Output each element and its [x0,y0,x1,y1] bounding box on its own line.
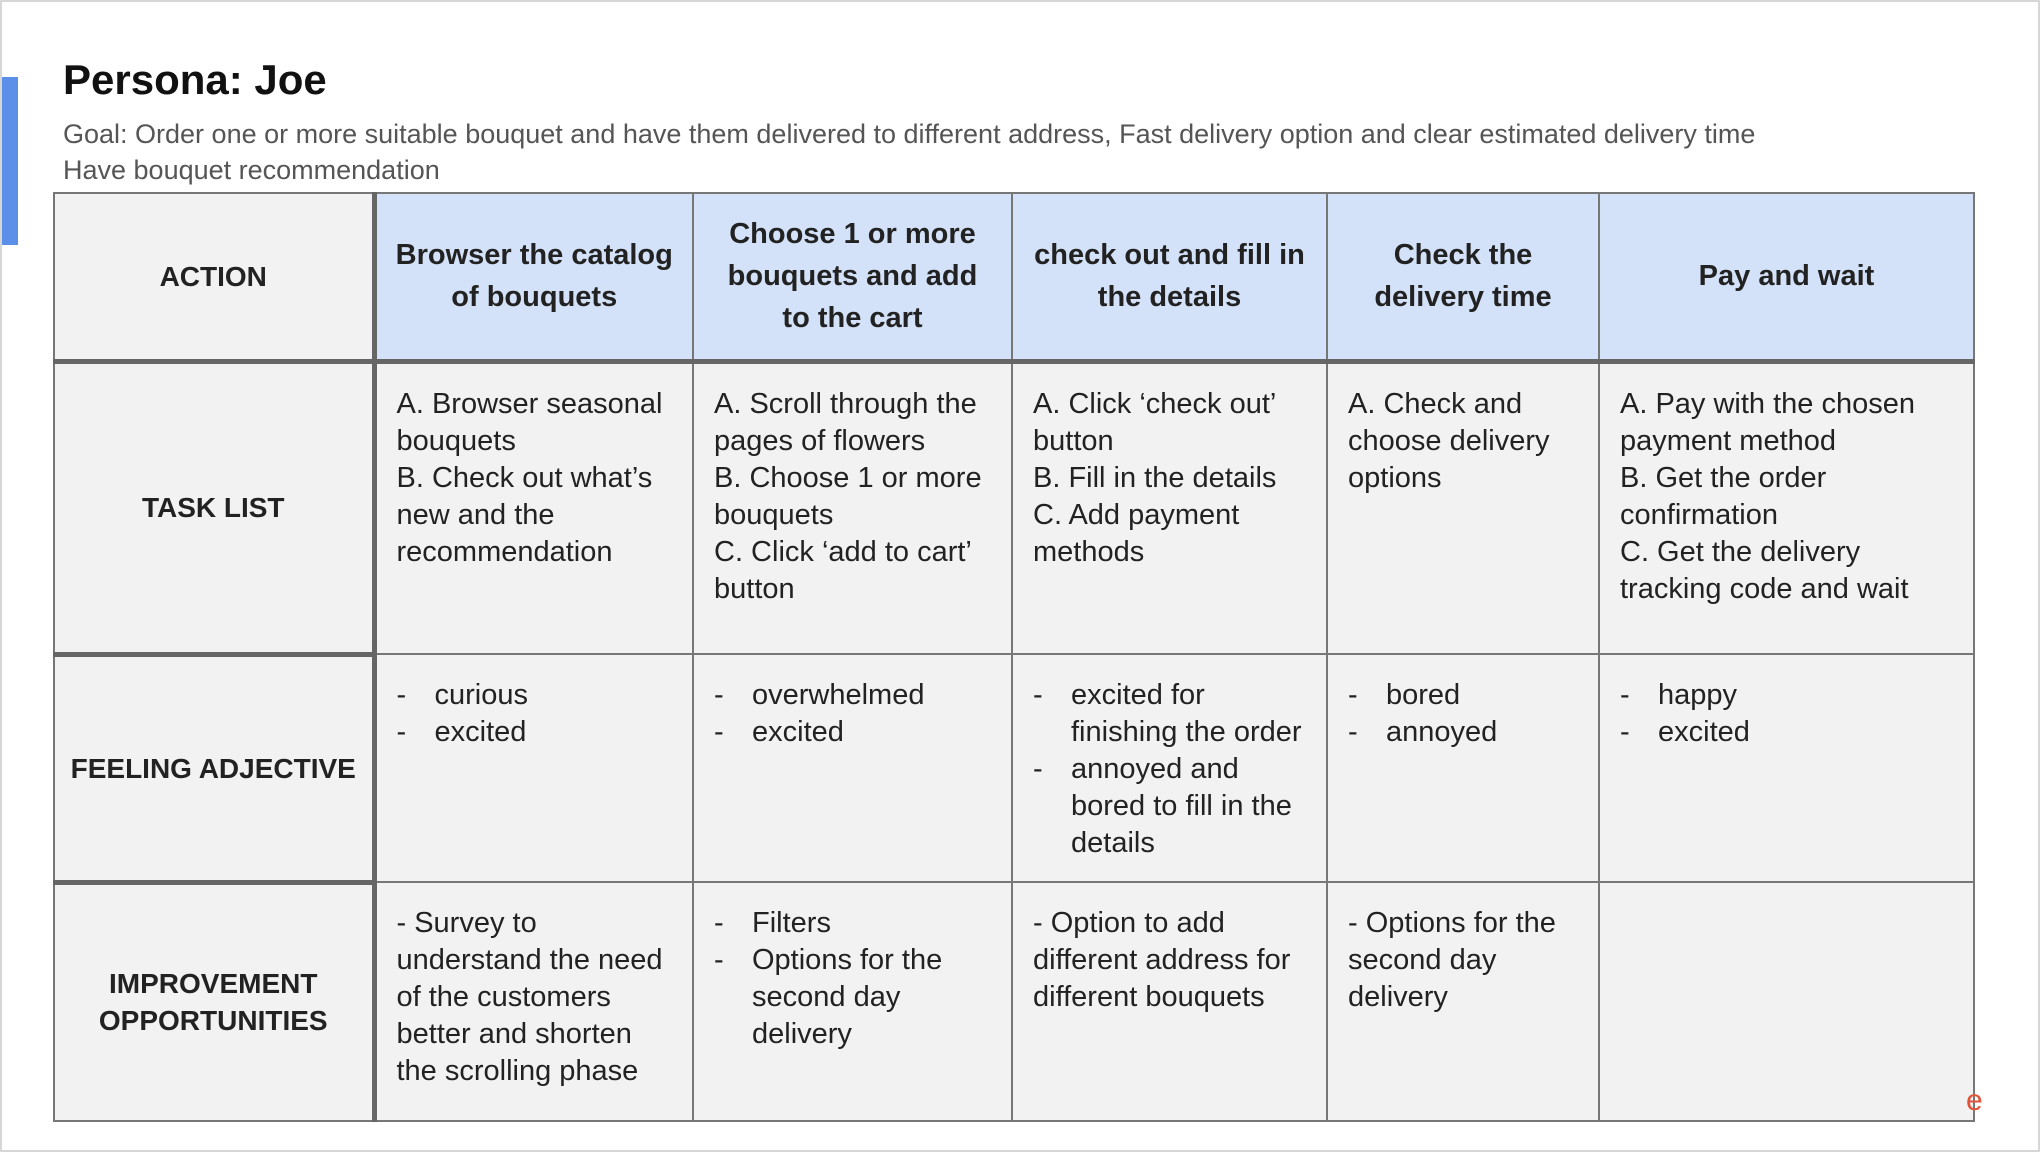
task-item: B. Fill in the details [1033,461,1277,494]
task-item: C. Click ‘add to cart’ button [714,535,971,605]
row-label-feeling: FEELING ADJECTIVE [54,654,374,882]
feeling-item: - bored [1348,677,1580,714]
feeling-list [1348,677,1580,751]
feeling-cell-1 [374,654,693,882]
feeling-list [714,677,993,751]
improvement-cell-3: - Option to add different address for different bouquets [1012,882,1327,1121]
task-item: B. Get the order confirmation [1620,461,1827,531]
goal-line-1: Goal: Order one or more suitable bouquet and have them delivered to different address, Fast delivery option and clear estimated delivery time [63,119,1756,149]
improvement-cell-1: - Survey to understand the need of the customers better and shorten the scrolling phase [374,882,693,1121]
improvement-cell-5 [1599,882,1974,1121]
task-item: B. Check out what’s new and the recommendation [396,461,653,568]
row-label-improvement [54,882,374,1121]
row-label-improvement-line-1: IMPROVEMENT [109,968,318,1000]
improvement-row [54,882,1974,1121]
improvement-list [714,905,993,1053]
feeling-cell-4 [1327,654,1599,882]
feeling-item: - excited [1620,714,1955,751]
task-item: A. Pay with the chosen payment method [1620,387,1915,457]
task-item: B. Choose 1 or more bouquets [714,461,982,531]
feeling-item: - curious [397,677,675,714]
row-label-action: ACTION [54,193,374,361]
feeling-item: - excited [714,714,993,751]
corner-mark: e [1966,1084,1983,1117]
feeling-cell-3 [1012,654,1327,882]
task-item: C. Get the delivery tracking code and wait [1620,535,1909,605]
task-cell-3 [1012,361,1327,654]
accent-bar [2,77,18,245]
task-list-row [54,361,1974,654]
feeling-item: - annoyed and bored to fill in the details [1033,751,1308,862]
feeling-item: - happy [1620,677,1955,714]
improvement-item: - Filters [714,905,993,942]
goal-line-2: Have bouquet recommendation [63,155,440,185]
feeling-item: - excited for finishing the order [1033,677,1308,751]
stage-header-5: Pay and wait [1599,193,1974,361]
improvement-cell-2 [693,882,1012,1121]
improvement-item: - Options for the second day delivery [714,942,993,1053]
task-item: A. Scroll through the pages of flowers [714,387,977,457]
task-item: A. Browser seasonal bouquets [396,387,663,457]
feeling-cell-5 [1599,654,1974,882]
feeling-item: - overwhelmed [714,677,993,714]
feeling-list [1620,677,1955,751]
row-label-improvement-line-2: OPPORTUNITIES [98,1005,328,1037]
feeling-cell-2 [693,654,1012,882]
task-item: A. Click ‘check out’ button [1033,387,1276,457]
feeling-list [397,677,675,751]
stage-header-1: Browser the catalog of bouquets [374,193,693,361]
goal-text [63,116,1983,188]
task-item: C. Add payment methods [1033,498,1240,568]
feeling-list [1033,677,1308,862]
stage-header-2: Choose 1 or more bouquets and add to the cart [693,193,1012,361]
improvement-cell-4: - Options for the second day delivery [1327,882,1599,1121]
feeling-item: - annoyed [1348,714,1580,751]
task-cell-2 [693,361,1012,654]
feeling-item: - excited [397,714,675,751]
action-row [54,193,1974,361]
row-label-task-list: TASK LIST [54,361,374,654]
feeling-row [54,654,1974,882]
task-cell-5 [1599,361,1974,654]
page-title: Persona: Joe [63,56,327,103]
task-cell-1 [374,361,693,654]
stage-header-4: Check the delivery time [1327,193,1599,361]
task-cell-4 [1327,361,1599,654]
stage-header-3: check out and fill in the details [1012,193,1327,361]
task-item: A. Check and choose delivery options [1348,387,1550,494]
journey-map-table [53,192,1975,1122]
